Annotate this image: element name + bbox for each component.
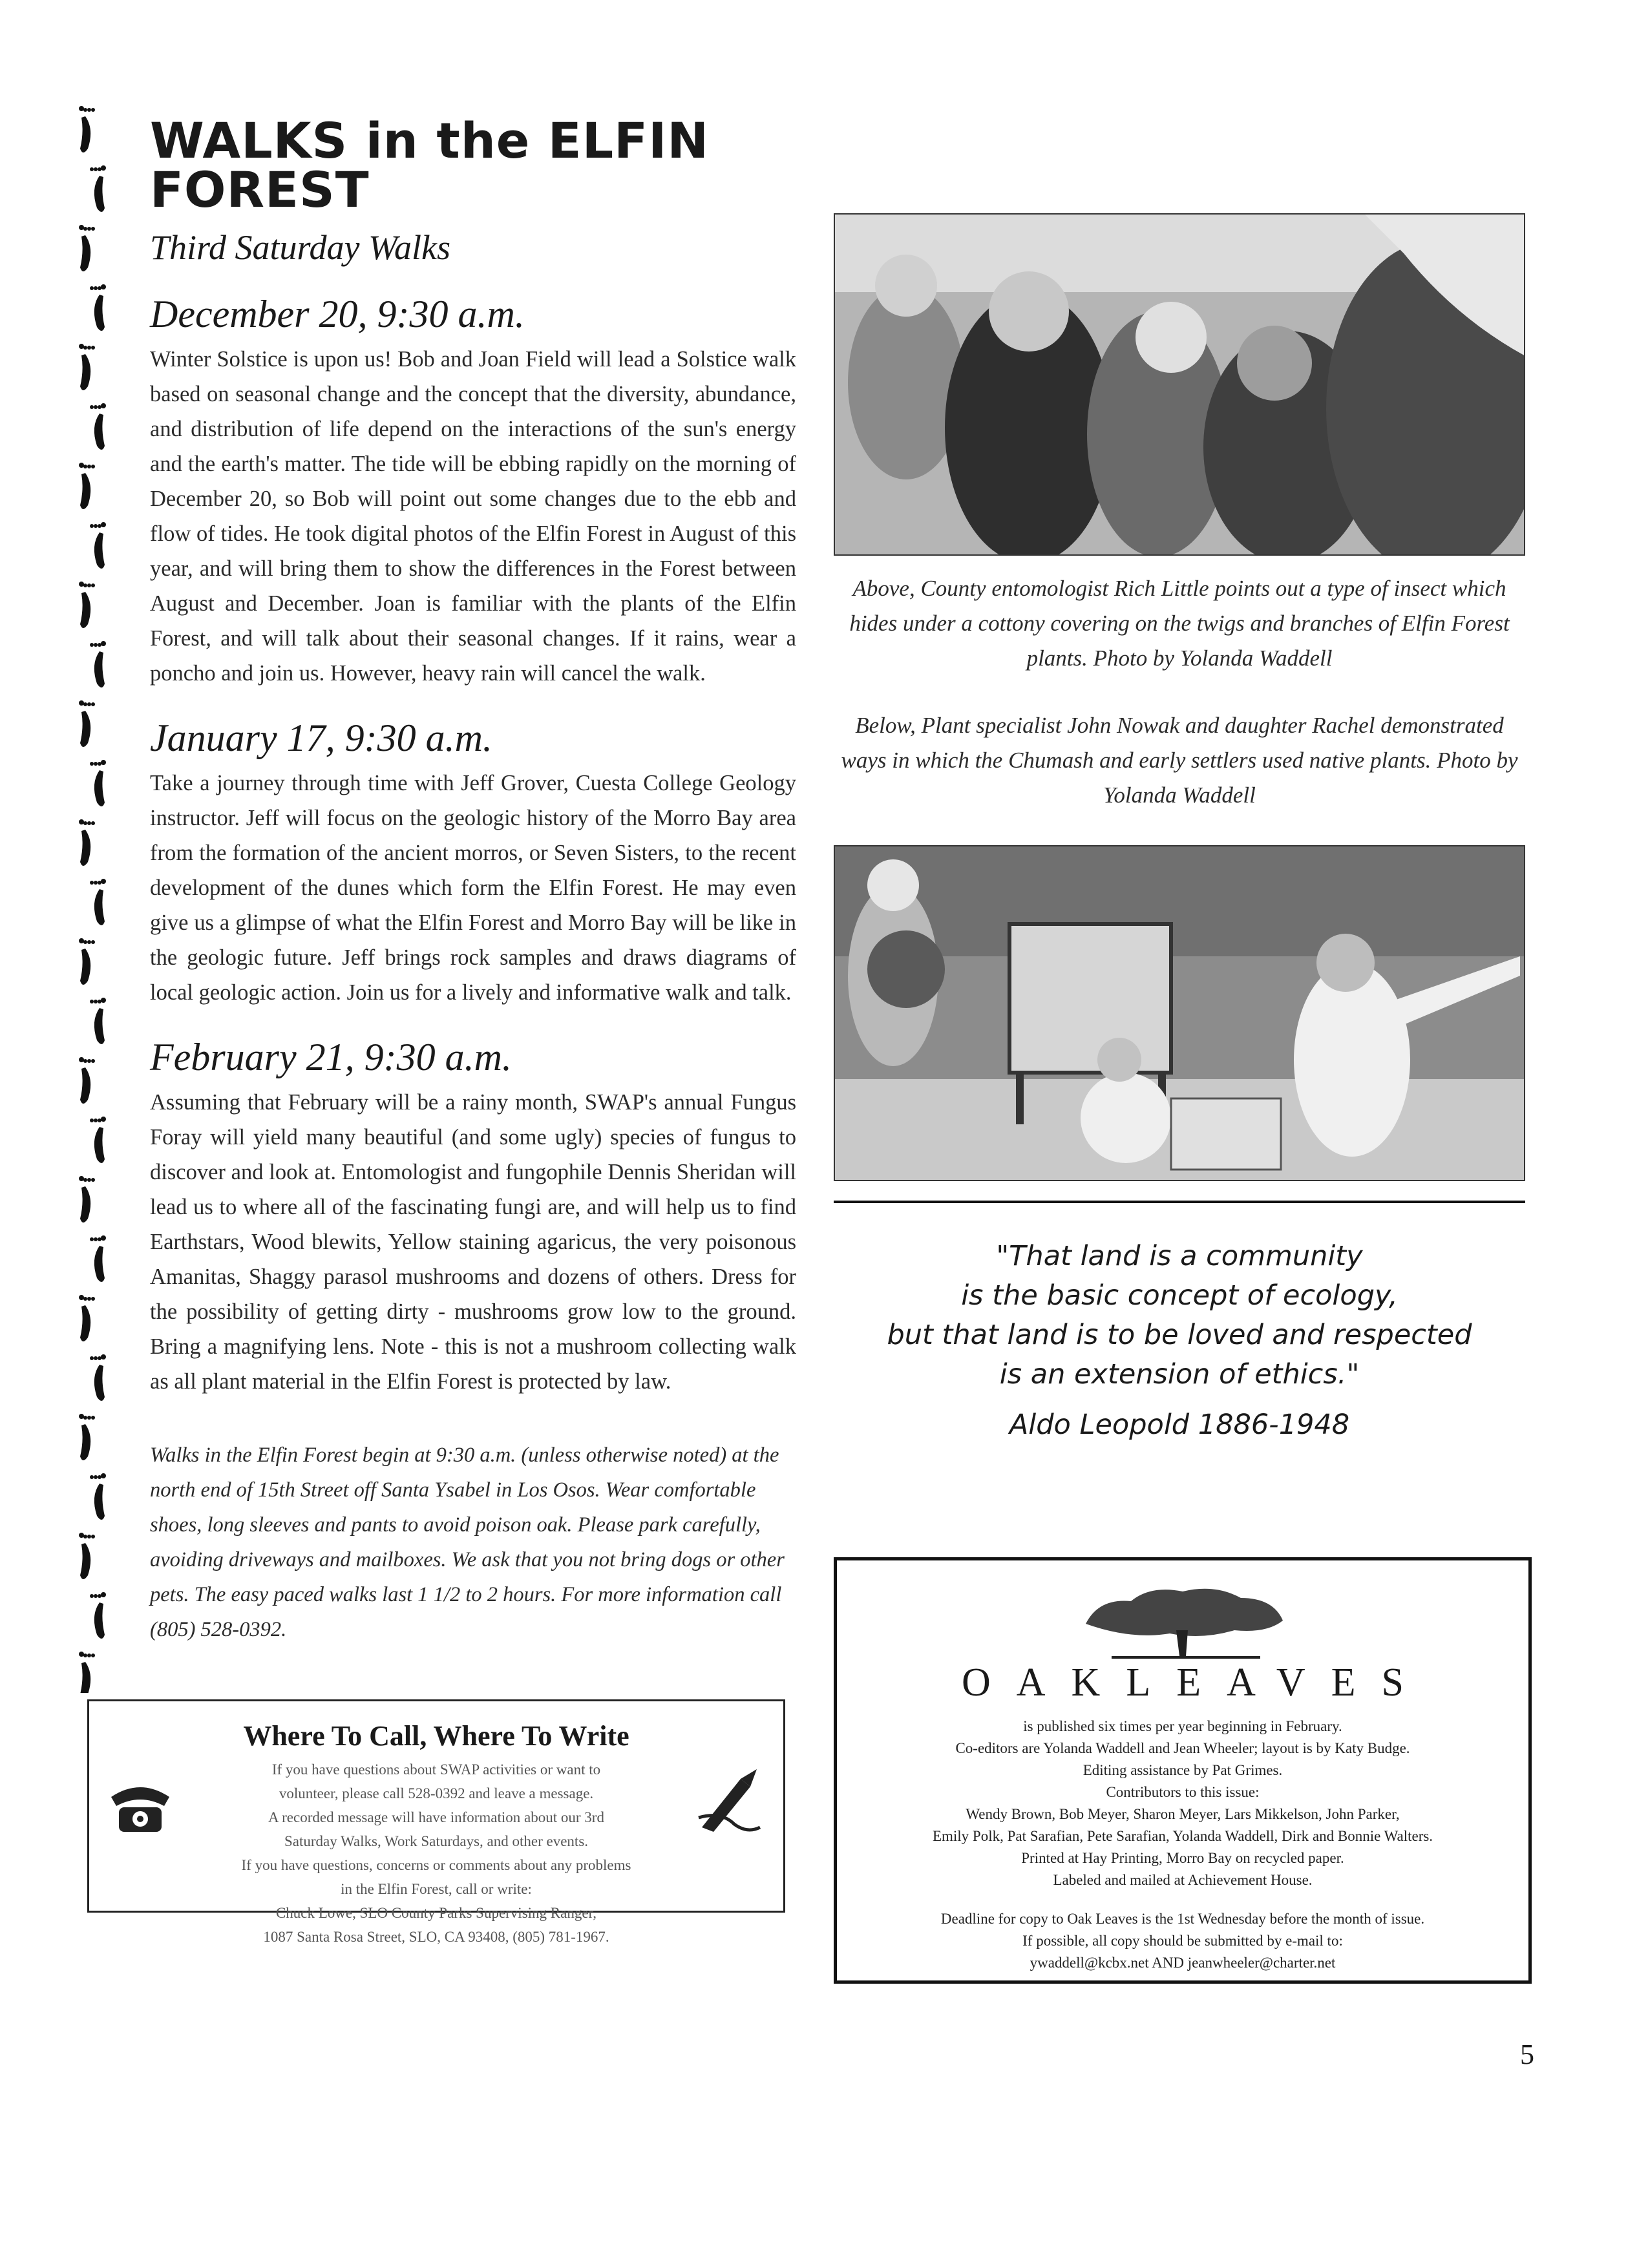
masthead-line: Printed at Hay Printing, Morro Bay on recycled paper.: [1021, 1850, 1344, 1866]
photos-column: [834, 213, 1525, 1441]
footprint-icon: [90, 760, 106, 806]
masthead-line: Editing assistance by Pat Grimes.: [1083, 1762, 1283, 1778]
footprint-icon: [79, 582, 95, 628]
footprint-icon: [79, 1057, 95, 1104]
footprint-icon: [79, 1176, 95, 1223]
quote-line: is the basic concept of ecology,: [961, 1279, 1398, 1312]
walk-december: [150, 293, 796, 691]
footprint-icon: [90, 1473, 106, 1520]
footprint-icon: [90, 1117, 106, 1163]
walk-january: [150, 717, 796, 1010]
deadline-line: If possible, all copy should be submitted by e-mail to:: [1022, 1933, 1343, 1949]
page-title: WALKS in the ELFIN FOREST: [150, 112, 709, 218]
quote-line: but that land is to be loved and respected: [887, 1319, 1472, 1351]
photo-entomologist: [834, 213, 1525, 556]
walk-description: Take a journey through time with Jeff Grover, Cuesta College Geology instructor. Jeff will focus on the geologic history of the Morro Bay area from the formation of the ancient morros, or Seven Sisters, to the recent development of the dunes which form the Elfin Forest. He may even give us a glimpse of what the Elfin Forest and Morro Bay will be like in the geologic future. Jeff brings rock samples and draws diagrams of local geologic action. Join us for a lively and informative walk and talk.: [150, 771, 796, 1005]
photo-plant-specialist: [834, 845, 1525, 1181]
contact-line: in the Elfin Forest, call or write:: [341, 1881, 532, 1897]
footprint-icon: [90, 998, 106, 1044]
footprint-icon: [90, 1235, 106, 1282]
footprint-icon: [90, 1354, 106, 1401]
contact-box: [87, 1699, 785, 1945]
photo-caption-top: Above, County entomologist Rich Little points out a type of insect which hides under a cottony covering on the twigs and branches of Elfin Forest plants. Photo by Yolanda Waddell: [849, 576, 1510, 671]
pen-icon: [695, 1766, 766, 1837]
contact-line: volunteer, please call 528-0392 and leave a message.: [279, 1785, 594, 1801]
walk-description: Winter Solstice is upon us! Bob and Joan Field will lead a Solstice walk based on seasonal change and the concept that the diversity, abundance, and distribution of life depend on the interactions of the sun's energy and the earth's matter. The tide will be ebbing rapidly on the morning of December 20, so Bob will point out some changes due to the ebb and flow of tides. He took digital photos of the Elfin Forest in August of this year, and will bring them to show the differences in the Forest between August and December. Joan is familiar with the plants of the Elfin Forest, and will talk about their seasonal changes. If it rains, wear a poncho and join us. However, heavy rain will cancel the walk.: [150, 347, 796, 686]
footprint-icon: [79, 1414, 95, 1460]
walk-description: Assuming that February will be a rainy month, SWAP's annual Fungus Foray will yield many beautiful (and some ugly) species of fungus to discover and look at. Entomologist and fungophile Dennis Sheridan will lead us to where all of the fascinating fungi are, and will help us to find Earthstars, Wood blewits, Yellow staining agaricus, the very poisonous Amanitas, Shaggy parasol mushrooms and dozens of others. Dress for the possibility of getting dirty - mushrooms grow low to the ground. Bring a magnifying lens. Note - this is not a mushroom collecting walk as all plant material in the Elfin Forest is protected by law.: [150, 1090, 796, 1394]
footprint-icon: [90, 879, 106, 925]
deadline-emails: ywaddell@kcbx.net AND jeanwheeler@charter.net: [1030, 1955, 1336, 1971]
contact-line: A recorded message will have information about our 3rd: [268, 1809, 604, 1825]
contact-line: If you have questions about SWAP activities or want to: [271, 1761, 601, 1778]
publication-name: OAKLEAVES: [962, 1661, 1430, 1705]
footprint-icon: [79, 106, 95, 152]
page-number: 5: [1520, 2039, 1534, 2070]
page-subtitle: Third Saturday Walks: [150, 228, 451, 267]
quote-author: Aldo Leopold 1886-1948: [1009, 1409, 1350, 1441]
footprint-icon: [90, 1592, 106, 1639]
contact-line: If you have questions, concerns or comments about any problems: [241, 1857, 631, 1873]
footprint-icon: [79, 1533, 95, 1579]
masthead-line: Wendy Brown, Bob Meyer, Sharon Meyer, Lars Mikkelson, John Parker,: [966, 1806, 1400, 1822]
contact-line: Chuck Lowe, SLO County Parks Supervising Ranger,: [275, 1905, 597, 1921]
footprint-icon: [79, 225, 95, 271]
oakleaves-masthead-box: [834, 1557, 1532, 1984]
walks-column: [150, 112, 796, 1647]
contact-title: Where To Call, Where To Write: [243, 1720, 629, 1752]
footprint-icon: [90, 641, 106, 688]
masthead-line: Labeled and mailed at Achievement House.: [1053, 1872, 1313, 1888]
footprint-icon: [79, 344, 95, 390]
walks-info-note: Walks in the Elfin Forest begin at 9:30 a.m. (unless otherwise noted) at the north end of 15th Street off Santa Ysabel in Los Osos. Wear comfortable shoes, long sleeves and pants to avoid poison oak. Please park carefully, avoiding driveways and mailboxes. We ask that you not bring dogs or other pets. The easy paced walks last 1 1/2 to 2 hours. For more information call (805) 528-0392.: [150, 1444, 785, 1642]
contact-line: 1087 Santa Rosa Street, SLO, CA 93408, (805) 781-1967.: [263, 1929, 609, 1945]
deadline-line: Deadline for copy to Oak Leaves is the 1st Wednesday before the month of issue.: [940, 1911, 1425, 1927]
masthead-line: Emily Polk, Pat Sarafian, Pete Sarafian, Yolanda Waddell, Dirk and Bonnie Walters.: [932, 1828, 1433, 1844]
footprint-icon: [79, 700, 95, 747]
walk-february: [150, 1036, 796, 1399]
section-divider: [834, 1201, 1525, 1203]
footprint-icon: [79, 1652, 95, 1693]
quote-line: is an extension of ethics.": [999, 1358, 1360, 1391]
masthead-line: Co-editors are Yolanda Waddell and Jean Wheeler; layout is by Katy Budge.: [955, 1740, 1410, 1756]
footprint-icon: [90, 522, 106, 569]
footprint-icon: [79, 938, 95, 985]
footprint-icon: [90, 284, 106, 331]
photo-image: [835, 846, 1525, 1181]
walk-heading: January 17, 9:30 a.m.: [150, 717, 492, 760]
footprint-icon: [90, 165, 106, 212]
footprint-icon: [79, 1295, 95, 1341]
quote-line: "That land is a community: [996, 1240, 1363, 1272]
walk-heading: February 21, 9:30 a.m.: [150, 1036, 512, 1079]
contact-text: [186, 1758, 686, 1949]
masthead-line: Contributors to this issue:: [1106, 1784, 1260, 1800]
oak-tree-icon: [1073, 1579, 1293, 1663]
walk-heading: December 20, 9:30 a.m.: [150, 293, 525, 336]
masthead-line: is published six times per year beginning in February.: [1023, 1718, 1342, 1734]
footprint-icon: [90, 403, 106, 450]
footprint-icon: [79, 819, 95, 866]
phone-icon: [105, 1778, 176, 1836]
footprint-icon: [79, 463, 95, 509]
photo-image: [835, 215, 1525, 556]
footprints-border: [59, 97, 150, 1693]
quote: [834, 1237, 1525, 1394]
contact-line: Saturday Walks, Work Saturdays, and other events.: [284, 1833, 589, 1849]
footprints-icon: [59, 97, 150, 1693]
photo-caption-bottom: Below, Plant specialist John Nowak and daughter Rachel demonstrated ways in which the Chumash and early settlers used native plants. Photo by Yolanda Waddell: [841, 713, 1518, 808]
